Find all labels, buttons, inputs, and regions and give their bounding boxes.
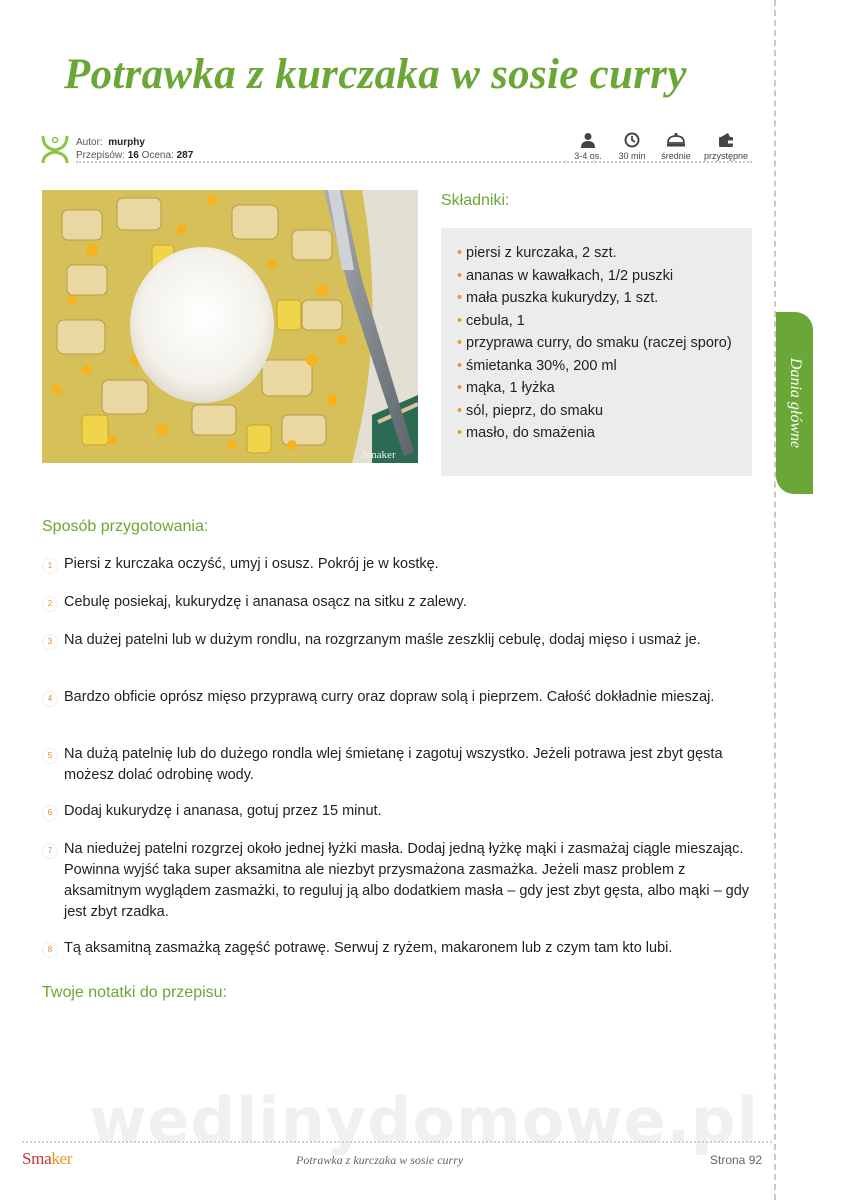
photo-watermark: Smaker <box>362 449 396 461</box>
step-text: Na dużą patelnię lub do dużego rondla wlej śmietanę i zagotuj wszystko. Jeżeli potrawa jest zbyt gęsta możesz dolać odrobinę wody. <box>64 746 723 783</box>
meta-servings-value: 3-4 os. <box>574 151 602 161</box>
ingredient-item: • ananas w kawałkach, 1/2 puszki <box>457 267 736 286</box>
footer-page-number: Strona 92 <box>710 1153 763 1167</box>
step-text: Cebulę posiekaj, kukurydzę i ananasa osącz na sitku z zalewy. <box>64 594 467 610</box>
footer-brand-logo[interactable] <box>22 1149 72 1169</box>
author-name[interactable]: murphy <box>108 137 145 148</box>
rating-value: 287 <box>176 150 194 161</box>
step-number: 2 <box>42 596 58 612</box>
wallet-icon <box>718 132 734 148</box>
ingredient-item: • piersi z kurczaka, 2 szt. <box>457 244 736 263</box>
method-step <box>42 744 754 786</box>
step-text: Piersi z kurczaka oczyść, umyj i osusz. Pokrój je w kostkę. <box>64 556 439 572</box>
step-text: Tą aksamitną zasmażką zagęść potrawę. Serwuj z ryżem, makaronem lub z czym tam kto lubi. <box>64 940 673 956</box>
meta-cost-value: przystępne <box>703 151 749 161</box>
ingredient-item: • cebula, 1 <box>457 312 736 331</box>
ingredient-item: • sól, pieprz, do smaku <box>457 402 736 421</box>
clock-icon <box>624 132 640 148</box>
footer-divider <box>22 1141 772 1143</box>
step-text: Na dużej patelni lub w dużym rondlu, na rozgrzanym maśle zeszklij cebulę, dodaj mięso i usmaż je. <box>64 632 701 648</box>
chef-hat-icon <box>667 132 685 148</box>
method-step <box>42 938 754 959</box>
step-number: 4 <box>42 691 58 707</box>
method-step <box>42 801 754 822</box>
meta-divider <box>564 161 752 163</box>
meta-difficulty <box>656 132 696 161</box>
site-watermark: wedlinydomowe.pl <box>89 1084 759 1157</box>
author-divider <box>76 161 596 163</box>
step-number: 8 <box>42 942 58 958</box>
step-number: 5 <box>42 748 58 764</box>
person-icon <box>581 132 595 148</box>
step-text: Bardzo obficie oprósz mięso przyprawą curry oraz dopraw solą i pieprzem. Całość dokładnie mieszaj. <box>64 689 715 705</box>
step-number: 7 <box>42 843 58 859</box>
ingredient-item: • mąka, 1 łyżka <box>457 379 736 398</box>
meta-time <box>612 132 652 161</box>
rating-label: Ocena: <box>141 150 174 161</box>
method-step <box>42 687 754 708</box>
ingredients-list <box>457 244 736 443</box>
recipes-label: Przepisów: <box>76 150 125 161</box>
brand-part-1: Sma <box>22 1149 52 1168</box>
step-number: 3 <box>42 634 58 650</box>
step-text: Dodaj kukurydzę i ananasa, gotuj przez 15 minut. <box>64 803 382 819</box>
ingredient-item: • mała puszka kukurydzy, 1 szt. <box>457 289 736 308</box>
meta-time-value: 30 min <box>618 151 646 161</box>
ingredients-title: Składniki: <box>441 192 510 209</box>
ingredients-box <box>441 228 752 476</box>
author-block <box>40 132 752 162</box>
chef-logo-icon <box>40 132 70 164</box>
step-number: 6 <box>42 805 58 821</box>
meta-servings <box>568 132 608 161</box>
method-title: Sposób przygotowania: <box>42 518 209 535</box>
method-step <box>42 592 754 613</box>
method-step <box>42 839 754 923</box>
ingredient-item: • śmietanka 30%, 200 ml <box>457 357 736 376</box>
ingredient-item: • masło, do smażenia <box>457 424 736 443</box>
author-info <box>76 136 193 162</box>
category-tab-label: Dania główne <box>786 357 804 449</box>
cut-line <box>774 0 776 1200</box>
step-number: 1 <box>42 558 58 574</box>
notes-title: Twoje notatki do przepisu: <box>42 984 227 1001</box>
recipe-title: Potrawka z kurczaka w sosie curry <box>64 51 687 98</box>
category-tab[interactable] <box>776 312 813 494</box>
recipe-photo <box>42 190 418 463</box>
method-step <box>42 630 754 651</box>
recipes-count: 16 <box>127 150 139 161</box>
method-step <box>42 554 754 575</box>
step-text: Na niedużej patelni rozgrzej około jednej łyżki masła. Dodaj jedną łyżkę mąki i zasmażaj ciągle mieszając. Powinna wyjść taka super aksamitna ale niezbyt przysmażona zasmażka. Jeżeli masz problem z aksamitnym wyglądem zasmażki, to reguluj ją albo dodatkiem masła – gdy jest zbyt gęsta, albo mąki – gdy jest zbyt rzadka. <box>64 841 750 920</box>
meta-cost <box>700 132 752 161</box>
ingredient-item: • przyprawa curry, do smaku (raczej sporo) <box>457 334 736 353</box>
brand-part-2: ker <box>51 1149 73 1168</box>
author-label: Autor: <box>76 137 103 148</box>
recipe-meta <box>564 132 752 161</box>
footer-recipe-title: Potrawka z kurczaka w sosie curry <box>296 1153 464 1167</box>
meta-difficulty-value: średnie <box>661 151 691 161</box>
